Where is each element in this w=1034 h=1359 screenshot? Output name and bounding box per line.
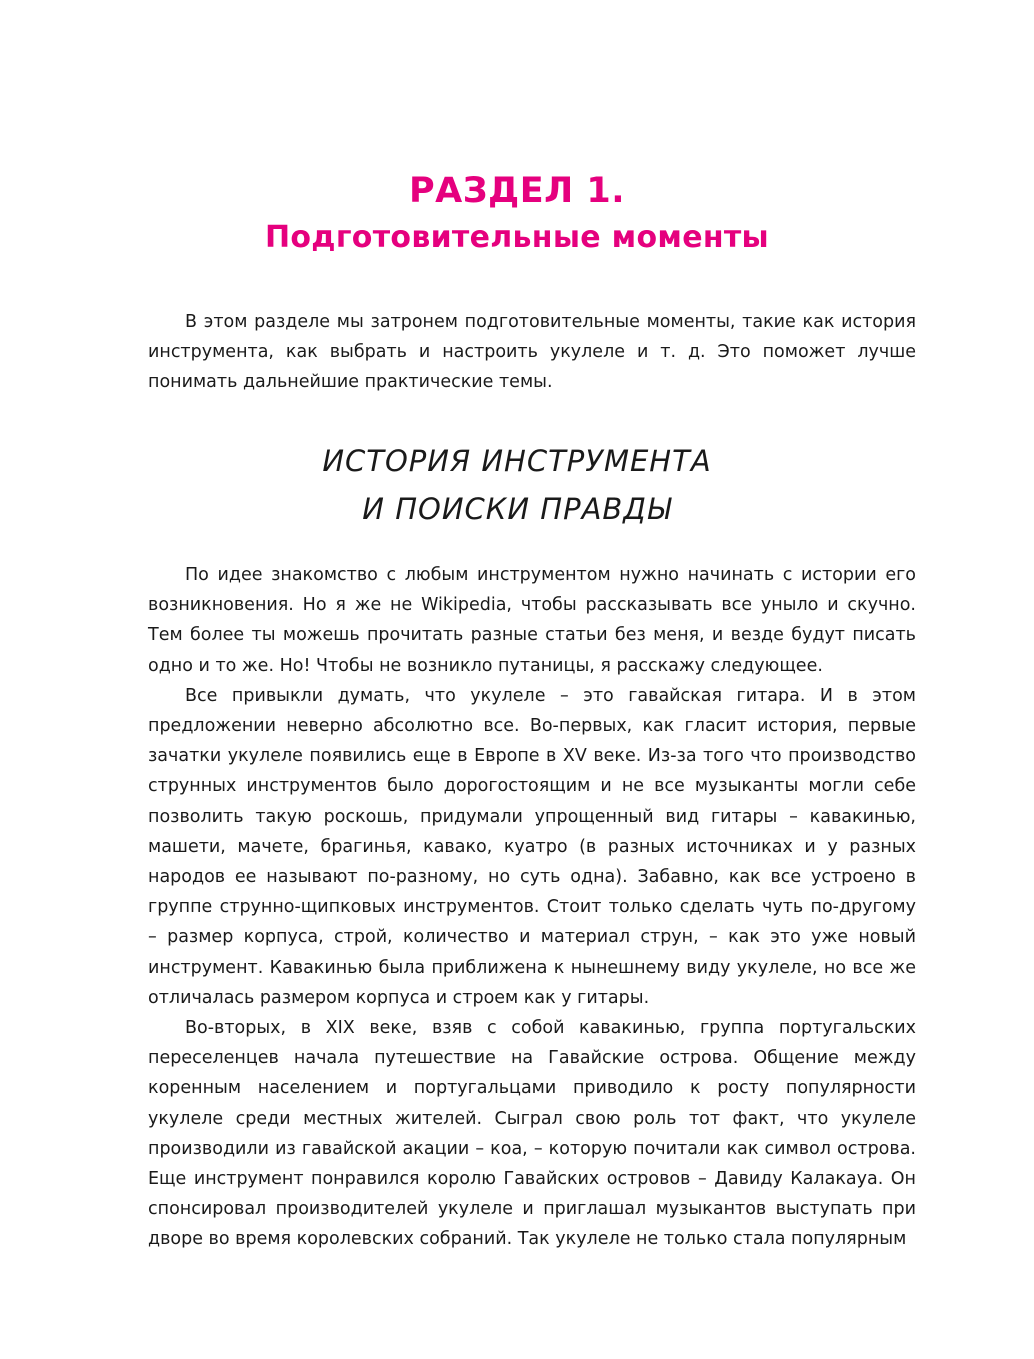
subsection-heading (0, 437, 1034, 533)
subsection-title-line1: ИСТОРИЯ ИНСТРУМЕНТА (322, 444, 712, 478)
body-paragraph-1: По идее знакомство с любым инструментом нужно начинать с истории его возникновения. Но я же не Wikipedia, чтобы рассказывать все уныло и скучно. Тем более ты можешь прочитать разные статьи без меня, и везде будут писать одно и то же. Но! Чтобы не возникло путаницы, я расскажу следующее. (148, 565, 916, 676)
body-paragraph-2: Все привыкли думать, что укулеле – это гавайская гитара. И в этом предложении неверно абсолютно все. Во-первых, как гласит история, первые зачатки укулеле появились еще в Европе в XV веке. Из-за того что производство струнных инструментов было дорогостоящим и не все музыканты могли себе позволить такую роскошь, придумали упрощенный вид гитары – кавакинью, машети, мачете, брагинья, кавако, куатро (в разных источниках и у разных народов ее называют по-разному, но суть одна). Забавно, как все устроено в группе струнно-щипковых инструментов. Стоит только сделать чуть по-другому – размер корпуса, строй, количество и материал струн, – как это уже новый инструмент. Кавакинью была приближена к нынешнему виду укулеле, но все же отличалась размером корпуса и строем как у гитары. (148, 685, 916, 1008)
body-paragraph-3: Во-вторых, в XIX веке, взяв с собой кавакинью, группа португальских переселенцев начала путешествие на Гавайские острова. Общение между коренным населением и португальцами приводило к росту популярности укулеле среди местных жителей. Сыграл свою роль тот факт, что укулеле производили из гавайской акации – коа, – которую почитали как символ острова. Еще инструмент понравился королю Гавайских островов – Давиду Калакауа. Он спонсировал производителей укулеле и приглашал музыкантов выступать при дворе во время королевских собраний. Так укулеле не только стала популярным (148, 1018, 916, 1250)
section-title: Подготовительные моменты (264, 220, 769, 255)
section-heading (0, 168, 1034, 262)
subsection-title-line2: И ПОИСКИ ПРАВДЫ (362, 492, 672, 526)
intro-paragraph: В этом разделе мы затронем подготовительные моменты, такие как история инструмента, как выбрать и настроить укулеле и т. д. Это поможет лучше понимать дальнейшие практические темы. (148, 312, 916, 393)
section-number: РАЗДЕЛ 1. (408, 171, 626, 211)
body-text (148, 560, 916, 1255)
intro-text (148, 307, 916, 398)
